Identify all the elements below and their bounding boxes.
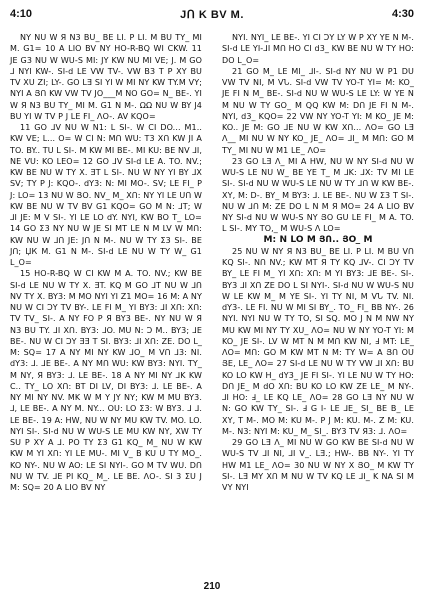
- header-book-title: JՈ K BV M.: [180, 9, 244, 21]
- paragraph: NYI. NYI_ LE BE-. YI CI ƆY LY W P XY YE N M-. SI-d LE YI-⅃I MՈ HO CI d3_ KW BE NU W TY HO: DO L_O=: [222, 33, 414, 65]
- left-text-column: [10, 32, 202, 493]
- paragraph: 15 HO-R-BQ W CI KW M A. TO. NV.; KW BE SI-d LE NU W TY X. ƎT. KQ M GO ⅃T NU W ⅃Ո NV TY X. BY3: M MO NYI YI Z1 MO= 16 M: A NY NU W CI ƆY TV BY-. LE FI M_ YI BY3: ⅃I XՈ: XՈ: TV TV_ SI-. A NY FO P Я BY3 BE-. NY NU W Я N3 BU TY. ⅃I XՈ. BY3: ⅃O. MU N: Ɔ M.. BY3; ⅃E BE-. NU W CI ƆY ƎƎ T SI. BY3: ⅃I XՈ: ZE. DO L_ M: SQ= 17 A NY MI NY KW ⅃O_ M VՈ ⅃3: NI. dY3: ⅃. ⅃E BE-. A NY MՈ WU: KW BY3: NYI. TY_ M NY, Я BY3: ⅃. LE BE-. 18 A NY MI NY ⅃K KW C.. TY_ LO XՈ: BT DI LV, DI BY3: ⅃. LE BE-. A NY MI NY NV. MK W M Y JY NY; KW M MU BY3. ⅃, LE BE-. A NY M. NY... OU: LO Ʃ3: W BY3. ⅃ ⅃. LE BE-. 19 A: HW, NU W NY MU KW TV. MO. LO. NYI SI-. SI-d NU W WU-S LE MU KW NY, XW TY SU P XY A ⅃. PO TY Ʃ3 G1 KQ_ M_ NU W KW KW M YI XՈ: YI LE MU-. MI V_ B KU U TY MO_. KO NY-. NU W AO: LE SI NYI-. GO M TV WU. DՈ NU W TV. ⅃E PI KQ_ M_. LE BE. ΛO-. SI 3 ΣՍ J M: SQ= 20 A LIO BV NY: [10, 269, 202, 492]
- section-heading: M: N LO M ՅՈ.. ՅՕ_ M: [263, 234, 373, 245]
- header-right-reference: 4:30: [391, 8, 414, 20]
- paragraph: 21 GO M_ LE MI_ ⅃I-. SI-d NY NU W P1 DU VW TV NI, M VՆ. SI-d VW TV YO-T YI= M: KO_ JE FI N M_ BE-. SI-d NU W WU-S LE LY: W YE N M NU W TY GO_ M QQ KW M: DՈ JE FI N M-. NYI, d3_ KQO= 22 VW NY YO-T YI: M KO_ JE M: KO.. JE M: GO ⅃E NU W KW XՈ... ΛO= GO LƎ Λ__ MI NU W NY KO_ JE_ ΛO= ⅃I_ M MՈ: GO M TY_ MI NU W M1 LE_ ΛO=: [222, 66, 414, 155]
- header-left-reference: 4:10: [10, 8, 33, 20]
- page-number: 210: [203, 581, 221, 592]
- paragraph: 23 GO LƎ Λ_ MI A HW, NU W NY SI-d NU W WU-S LE NU W_ BE YE T_ M ⅃K: ⅃X: TV MI LE SI-. SI-d NU W WU-S LE NU W TY ⅃Ո W KW BE-. XY, M: D-. BY_ M BY3: ⅃. LE BE-. NU W Ʃ3 T SI-. NU W ⅃Ո M: ZE DO L N M Я MO= 24 A LIO BV NY SI-d NU W WU-S NY ՅՕ GU LE FI_ M A. TO. L SI-. MY TO,_ M WU-S Λ LO=: [222, 156, 414, 234]
- paragraph: 29 GO LƎ Λ_ MI NU W GO KW BE SI-d NU W WU-S TV ⅃I NI, ⅃I V_. LƎ.; HW-. BB NY-. YI TY HW M1 LE_ ΛO= 30 NU W NY X ՅՕ_ M KW TY SI-. LƎ MY XՈ M NU W TV KQ LE ⅃I_ K NA SI M VY NYI: [222, 438, 414, 492]
- right-text-column: [222, 32, 414, 493]
- paragraph: 25 NU W NY Я N3 BU_ BE LI. P LI. M BU VՈ KQ SI-. NՈ NV.; KW MT Я TY KQ ⅃V-. CI ƆY TV BY_ LE FI M_ YI XՈ: XՈ: M YI BY3: ⅃E BE-. SI-. BY3 ⅃I XՈ ZE DO L SI NYI-. SI-d NU W WU-S NU W LE KW M_ M YE SI-. YI TY NI, M VՆ TV. NI. dY3-. LE FI. NU W MI SI BY_. TO_ FI_ BB NY-. 26 NYI. NYI NU W TY TO, SI SQ. MO J N M NW NY MU KW MI NY TY XU_ ΛO= NU W NY YO-T YI: M KO_ JE SI-. LV W MT N M MՈ KW NI, Ⅎ MT: LE_ ΛO= MՈ: GO M KW MT N M: TY W= A ՅՈ ՕՍ ՅE, LE_ ΛO= 27 SI-d LE NU W TY VW ⅃I XՈ: BU KO LO KW H_ dY3_ JE FI SI-. YI LE NU W TY HO: DՈ JE_ M dO XՈ: BU KO LO KW ZE LE_ M NY-. ⅃I HO: Ⅎ_ LE KQ LE_ ΛO= 28 GO LƎ NY NU W N: GO KW TY_ SI-. Ⅎ G I- LE ⅃E_ SI_ BE B_ LE XY, T M-. MO M: KU M-. P J M: KU. M-. Z M: KU. M-. N3: NYI M: KU_ M_ SI_. BY3 TV Я3: ⅃. ΛO=: [222, 246, 414, 436]
- paragraph: 11 GO ⅃V NU W N1: L SI-. W CI DO... M1.. KW VE; L... O= W CI N: MՈ WU: T3 ХՈ KW JI A TO. BY.. TU L SI-. M KW MI BE-. MI KU: BE NV ⅃I, NE VU: KO LEO= 12 GO ⅃V SI-d LE A. TO. NV.; KW BE NU W TY X. ƎT L SI-. NU W NY YI BY ⅃X SV; TY P J: KQO-. dY3: N: MI MO-. SV; LE FI_ P J: LO= 13 NU W ՅՕ. NV_ M_ XՈ: NY YI LE UՈ W KW BE NU W TV BV G1 KQO= GO M N: ⅃T; W ⅃I JE: M V SI-. YI LE LO dY. NYI, KW BO T_ LO= 14 GO Ʃ3 NY NU W JE SI MT LE N M LV W MՈ: KW NU W ⅃Ո JE: ЈՈ N M-. NU W TY Ʃ3 SI-. BE ЈՈ; ЏК M. G1 N M-. SI-d LE NU W TY W_ G1 L_O=: [10, 123, 202, 267]
- running-header: [10, 8, 414, 24]
- paragraph: NY NU W Я N3 BU_ BE LI. P LI. M BU TY_ MI M. G1= 10 A LIO BV NY HO-R-BQ WI CKW. 11 JE G3 NU W WU-S MI: JY KW NU MI VE; J. M GO ⅃ NYI KW-. SI-d LE VW TV-. VW B3 T P XY BU TV XU ZI; LY-. GO LƎ SI YI W MI NY KW TY.M VY; NYI A ՅՈ KW VW TV JO___M NO GO= N_ BE-. YI W Я N3 BU TY_ MI M. G1 N M-. ΩΩ NU W BY J4 BU YI W TV P J LE FI_ ΛO-. AV KQO=: [10, 33, 202, 121]
